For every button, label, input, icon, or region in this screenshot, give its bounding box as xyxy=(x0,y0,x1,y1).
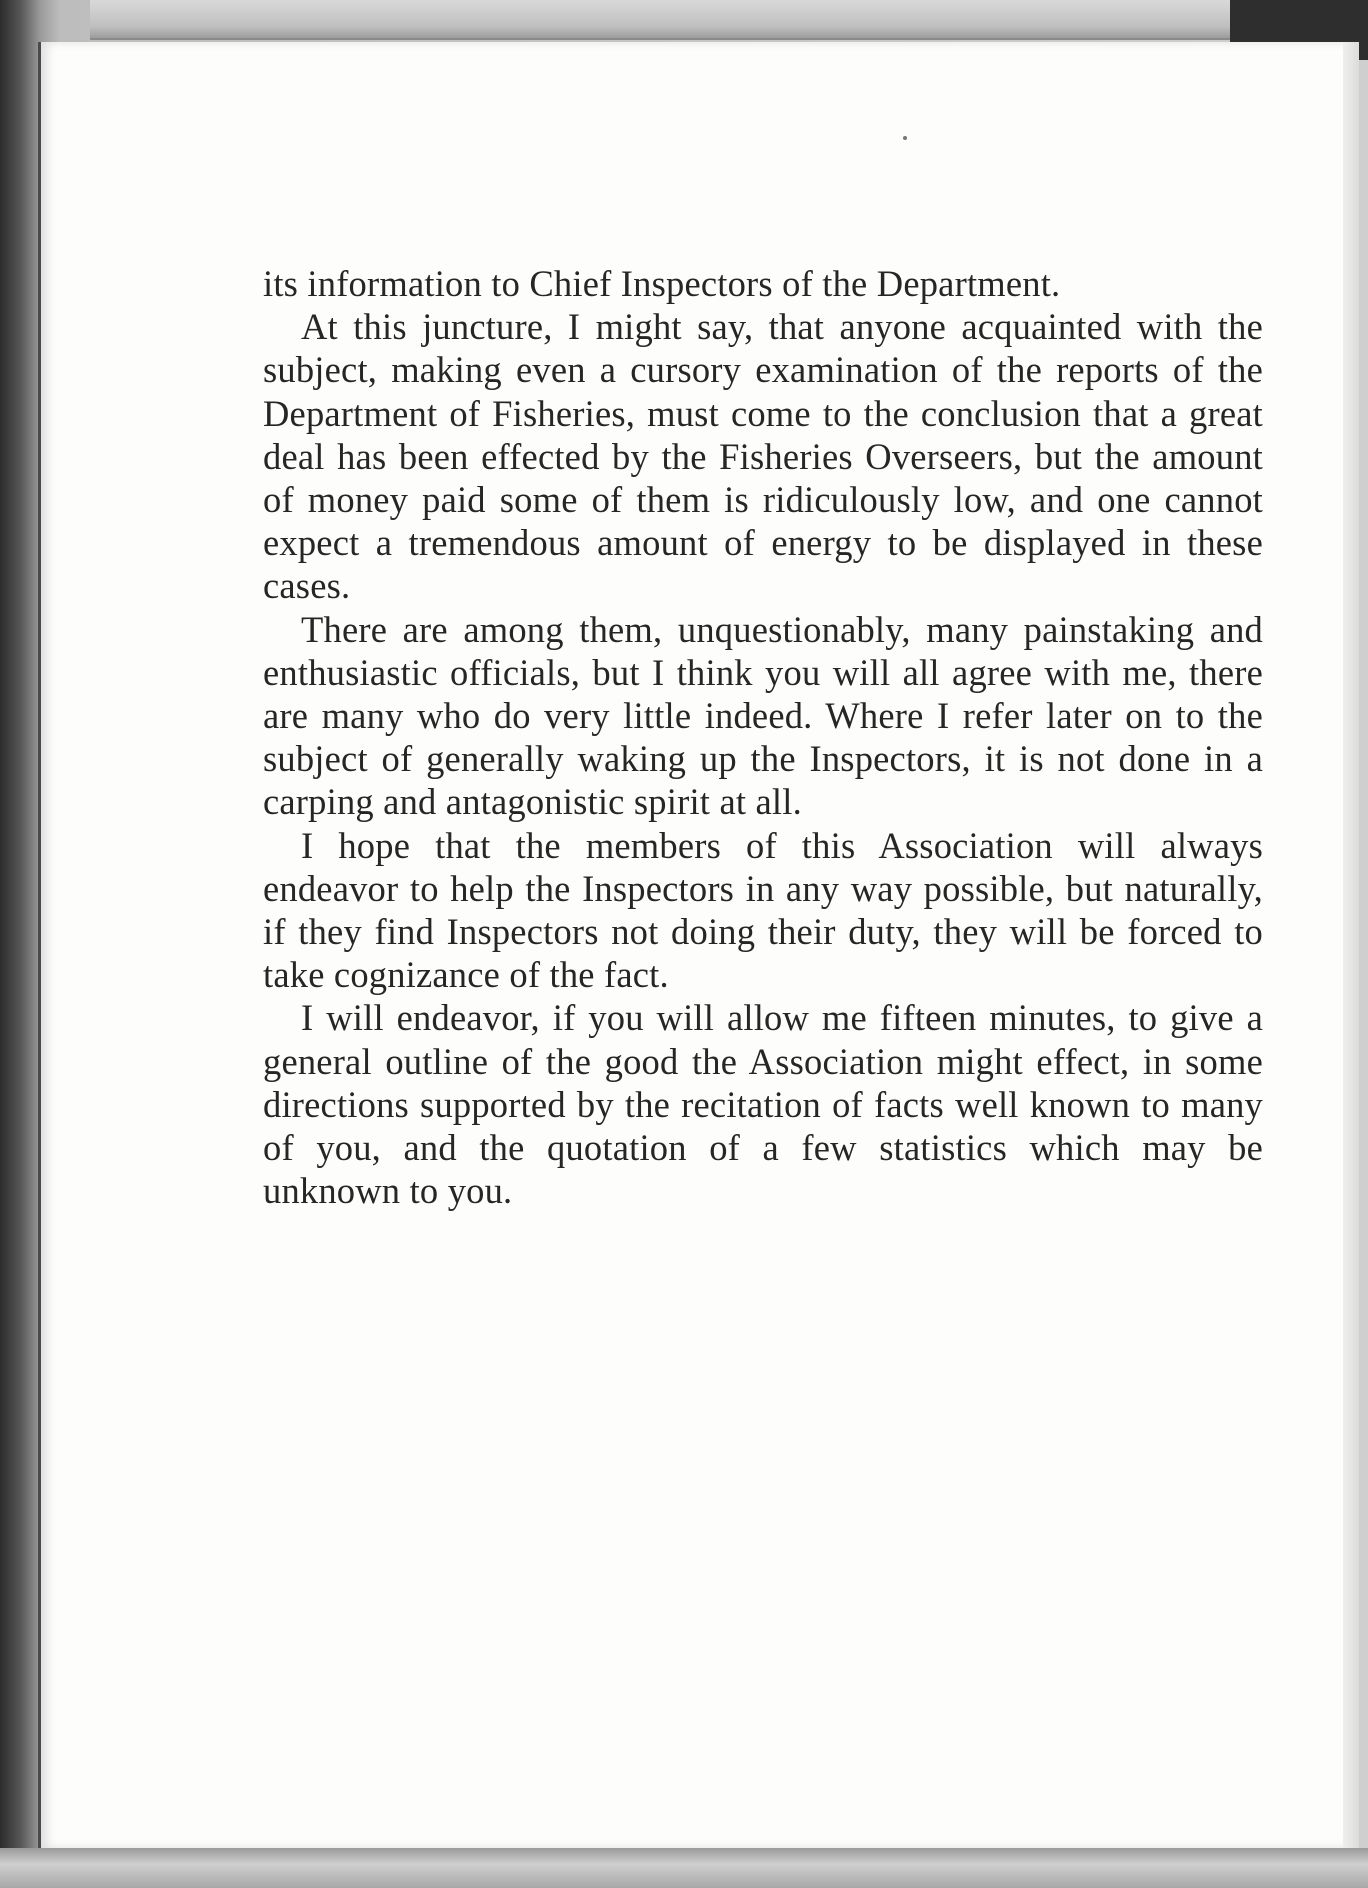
document-page xyxy=(38,42,1359,1848)
bottom-binding-strip xyxy=(0,1848,1368,1888)
page-body-text xyxy=(263,262,1263,1212)
paragraph-3: There are among them, unquestionably, many painstaking and enthusiastic officials, but I think you will all agree with me, there are many who do very little indeed. Where I refer later on to the subject of generally waking up the Inspectors, it is not done in a carping and antagonistic spirit at all. xyxy=(263,608,1263,823)
paragraph-5: I will endeavor, if you will allow me fifteen minutes, to give a general outline of the good the Association might effect, in some directions supported by the recitation of facts well known to many of you, and the quotation of a few statistics which may be unknown to you. xyxy=(263,997,1263,1212)
top-binding-strip xyxy=(90,0,1230,40)
page-right-edge xyxy=(1343,42,1359,1848)
paragraph-4: I hope that the members of this Association will always endeavor to help the Inspectors in any way possible, but naturally, if they find Inspectors not doing their duty, they will be forced to take cognizance of the fact. xyxy=(263,824,1263,996)
paragraph-1: its information to Chief Inspectors of the Department. xyxy=(263,263,1061,304)
paper-speck xyxy=(903,136,907,140)
paragraph-2: At this juncture, I might say, that anyone acquainted with the subject, making even a cursory examination of the reports of the Department of Fisheries, must come to the conclusion that a great deal has been effected by the Fisheries Overseers, but the amount of money paid some of them is ridiculously low, and one cannot expect a tremendous amount of energy to be displayed in these cases. xyxy=(263,306,1263,607)
